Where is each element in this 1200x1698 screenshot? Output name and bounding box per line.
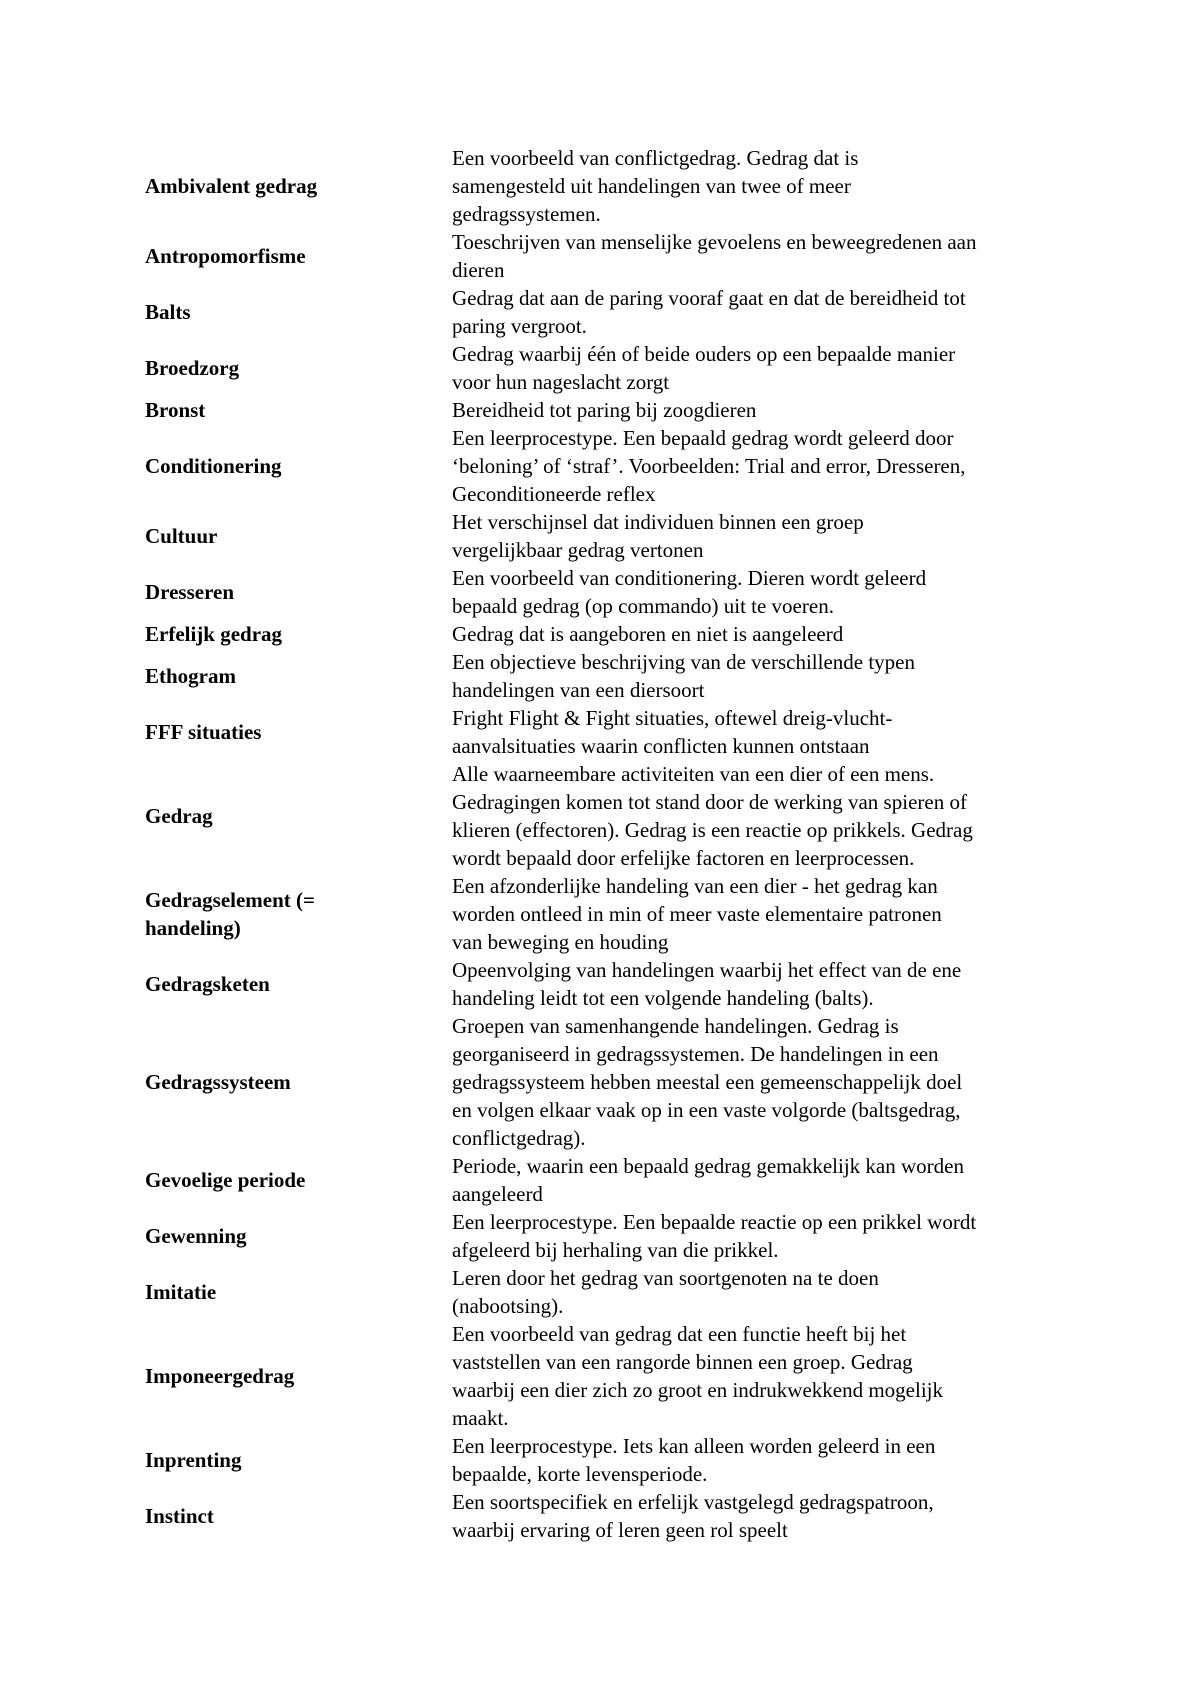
glossary-term: Imponeergedrag [145, 1364, 295, 1388]
glossary-entry [136, 144, 1076, 228]
glossary-entry [136, 648, 1076, 704]
glossary-entry [136, 228, 1076, 284]
glossary-definition: Het verschijnsel dat individuen binnen een groep vergelijkbaar gedrag vertonen [452, 510, 864, 562]
glossary-term: Inprenting [145, 1448, 242, 1472]
glossary-definition: Een soortspecifiek en erfelijk vastgelegd gedragspatroon, waarbij ervaring of leren geen rol speelt [452, 1490, 934, 1542]
glossary-definition: Periode, waarin een bepaald gedrag gemakkelijk kan worden aangeleerd [452, 1154, 964, 1206]
glossary-entry [136, 284, 1076, 340]
glossary-entry [136, 424, 1076, 508]
glossary-term: Gewenning [145, 1224, 247, 1248]
glossary-entry [136, 340, 1076, 396]
glossary-term: Erfelijk gedrag [145, 622, 283, 646]
glossary-table [136, 144, 1076, 1544]
glossary-term: Ethogram [145, 664, 236, 688]
glossary-term: Antropomorfisme [145, 244, 306, 268]
glossary-term: Balts [145, 300, 191, 324]
glossary-definition: Fright Flight & Fight situaties, oftewel dreig-vlucht- aanvalsituaties waarin conflicten kunnen ontstaan [452, 706, 893, 758]
glossary-term: Dresseren [145, 580, 235, 604]
glossary-definition: Een leerprocestype. Iets kan alleen worden geleerd in een bepaalde, korte levensperiode. [452, 1434, 936, 1486]
glossary-term: Broedzorg [145, 356, 240, 380]
glossary-term: Instinct [145, 1504, 214, 1528]
glossary-entry [136, 1320, 1076, 1432]
glossary-entry [136, 704, 1076, 760]
glossary-entry [136, 620, 1076, 648]
glossary-entry [136, 1488, 1076, 1544]
glossary-term: FFF situaties [145, 720, 262, 744]
glossary-definition: Groepen van samenhangende handelingen. Gedrag is georganiseerd in gedragssystemen. De handelingen in een gedragssysteem hebben meestal een gemeenschappelijk doel en volgen elkaar vaak op in een vaste volgorde (baltsgedrag, conflictgedrag). [452, 1014, 963, 1150]
glossary-entry [136, 1432, 1076, 1488]
glossary-definition: Bereidheid tot paring bij zoogdieren [452, 398, 757, 422]
glossary-definition: Een leerprocestype. Een bepaald gedrag wordt geleerd door ‘beloning’ of ‘straf’. Voorbeelden: Trial and error, Dresseren, Geconditioneerde reflex [452, 426, 966, 506]
glossary-definition: Gedrag waarbij één of beide ouders op een bepaalde manier voor hun nageslacht zorgt [452, 342, 956, 394]
glossary-definition: Gedrag dat is aangeboren en niet is aangeleerd [452, 622, 844, 646]
glossary-entry [136, 1012, 1076, 1152]
glossary-entry [136, 872, 1076, 956]
glossary-definition: Een voorbeeld van gedrag dat een functie heeft bij het vaststellen van een rangorde binnen een groep. Gedrag waarbij een dier zich zo groot en indrukwekkend mogelijk maakt. [452, 1322, 943, 1430]
glossary-term: Ambivalent gedrag [145, 174, 318, 198]
glossary-entry [136, 1152, 1076, 1208]
glossary-entry [136, 1264, 1076, 1320]
glossary-term: Gedragssysteem [145, 1070, 291, 1094]
glossary-term: Gevoelige periode [145, 1168, 306, 1192]
glossary-definition: Een objectieve beschrijving van de verschillende typen handelingen van een diersoort [452, 650, 915, 702]
glossary-definition: Opeenvolging van handelingen waarbij het effect van de ene handeling leidt tot een volgende handeling (balts). [452, 958, 962, 1010]
glossary-definition: Een leerprocestype. Een bepaalde reactie op een prikkel wordt afgeleerd bij herhaling van die prikkel. [452, 1210, 977, 1262]
glossary-definition: Leren door het gedrag van soortgenoten na te doen (nabootsing). [452, 1266, 879, 1318]
glossary-definition: Gedrag dat aan de paring vooraf gaat en dat de bereidheid tot paring vergroot. [452, 286, 966, 338]
glossary-term: Imitatie [145, 1280, 217, 1304]
glossary-term: Cultuur [145, 524, 218, 548]
glossary-definition: Een afzonderlijke handeling van een dier - het gedrag kan worden ontleed in min of meer vaste elementaire patronen van beweging en houding [452, 874, 942, 954]
glossary-entry [136, 956, 1076, 1012]
glossary-definition: Alle waarneembare activiteiten van een dier of een mens. Gedragingen komen tot stand door de werking van spieren of klieren (effectoren). Gedrag is een reactie op prikkels. Gedrag wordt bepaald door erfelijke factoren en leerprocessen. [452, 762, 973, 870]
glossary-term: Bronst [145, 398, 206, 422]
glossary-entry [136, 396, 1076, 424]
glossary-definition: Een voorbeeld van conflictgedrag. Gedrag dat is samengesteld uit handelingen van twee of meer gedragssystemen. [452, 146, 859, 226]
glossary-term: Gedragsketen [145, 972, 270, 996]
glossary-entry [136, 1208, 1076, 1264]
glossary-definition: Toeschrijven van menselijke gevoelens en beweegredenen aan dieren [452, 230, 977, 282]
glossary-entry [136, 508, 1076, 564]
glossary-term: Conditionering [145, 454, 282, 478]
glossary-entry [136, 760, 1076, 872]
glossary-definition: Een voorbeeld van conditionering. Dieren wordt geleerd bepaald gedrag (op commando) uit te voeren. [452, 566, 927, 618]
glossary-term: Gedrag [145, 804, 213, 828]
glossary-term: Gedragselement (= handeling) [145, 888, 315, 940]
glossary-entry [136, 564, 1076, 620]
